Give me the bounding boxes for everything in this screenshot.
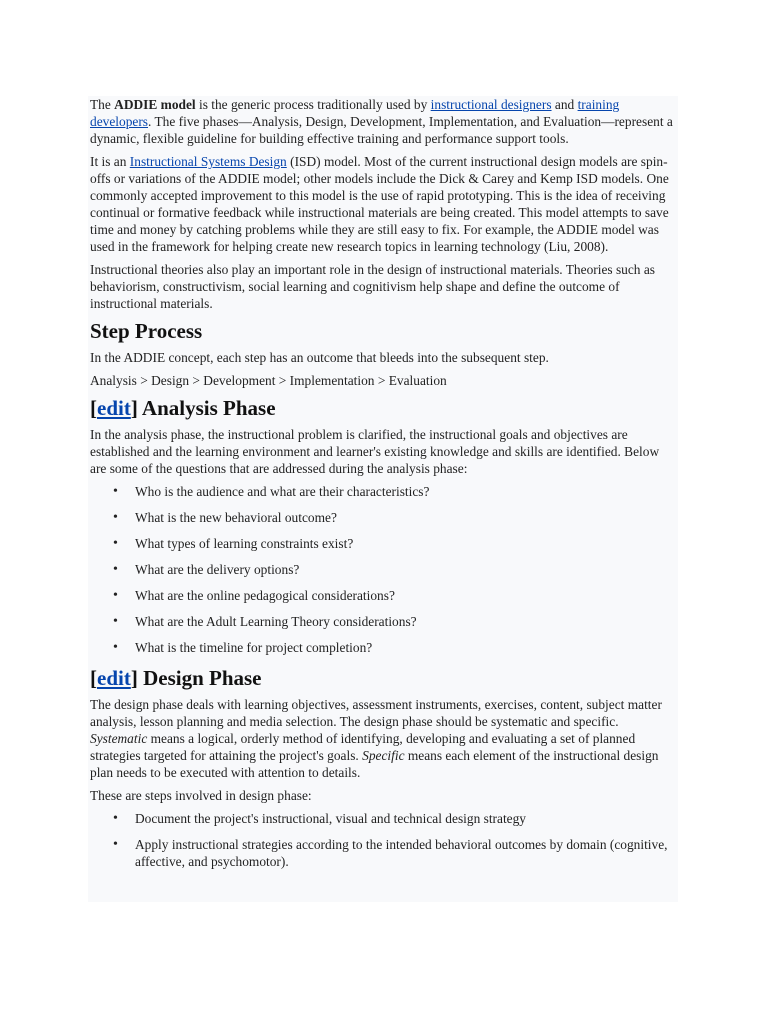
analysis-edit-link[interactable]: edit (97, 396, 131, 420)
training-developers-link[interactable]: training developers (90, 97, 620, 129)
design-steps-list (90, 810, 678, 870)
analysis-questions-list (90, 483, 678, 656)
list-item: • What is the new behavioral outcome? (135, 509, 678, 526)
instructional-designers-link[interactable]: instructional designers (430, 97, 552, 112)
design-edit-link[interactable]: edit (97, 666, 131, 690)
design-paragraph: The design phase deals with learning objectives, assessment instruments, exercises, content, subject matter analysis, lesson planning and media selection. The design phase should be systematic and specific. Systematic means a logical, orderly method of identifying, developing and evaluating a set of planned strategies targeted for attaining the project's goals. Specific means each element of the instructional design plan needs to be executed with attention to details. (90, 697, 662, 780)
analysis-paragraph: In the analysis phase, the instructional problem is clarified, the instructional goals and objectives are established and the learning environment and learner's existing knowledge and skills are identified. Below are some of the questions that are addressed during the analysis phase: (90, 427, 660, 476)
list-item: • What are the Adult Learning Theory considerations? (135, 613, 678, 630)
list-item: • Document the project's instructional, visual and technical design strategy (135, 810, 678, 827)
list-item: • What is the timeline for project completion? (135, 639, 678, 656)
design-phase-heading: [edit] Design Phase (90, 666, 262, 690)
instructional-systems-design-link[interactable]: Instructional Systems Design (129, 154, 287, 169)
list-item: • Apply instructional strategies according to the intended behavioral outcomes by domain (cognitive, affective, and psychomotor). (135, 836, 678, 870)
step-process-heading: Step Process (90, 319, 203, 343)
intro-paragraph-2: It is an Instructional Systems Design (ISD) model. Most of the current instructional design models are spin-offs or variations of the ADDIE model; other models include the Dick & Carey and Kemp ISD models. One commonly accepted improvement to this model is the use of rapid prototyping. This is the idea of receiving continual or formative feedback while instructional materials are being created. This model attempts to save time and money by catching problems while they are still easy to fix. For example, the ADDIE model was used in the framework for helping create new research topics in learning technology (Liu, 2008). (90, 154, 669, 254)
step-process-paragraph: In the ADDIE concept, each step has an outcome that bleeds into the subsequent step. (90, 350, 549, 365)
analysis-phase-heading: [edit] Analysis Phase (90, 396, 276, 420)
intro-paragraph-3: Instructional theories also play an important role in the design of instructional materials. Theories such as behaviorism, constructivism, social learning and cognitivism help shape and define the outcome of instructional materials. (90, 262, 655, 311)
list-item: • What types of learning constraints exist? (135, 535, 678, 552)
article-content (88, 96, 678, 902)
addie-model-term: ADDIE model (114, 97, 196, 112)
phase-sequence: Analysis > Design > Development > Implementation > Evaluation (90, 373, 447, 388)
design-steps-intro: These are steps involved in design phase: (90, 788, 312, 803)
list-item: • What are the online pedagogical considerations? (135, 587, 678, 604)
list-item: • Who is the audience and what are their characteristics? (135, 483, 678, 500)
intro-paragraph-1: The ADDIE model is the generic process traditionally used by instructional designers and training developers. The five phases—Analysis, Design, Development, Implementation, and Evaluation—represent a dynamic, flexible guideline for building effective training and performance support tools. (90, 97, 673, 146)
list-item: • What are the delivery options? (135, 561, 678, 578)
